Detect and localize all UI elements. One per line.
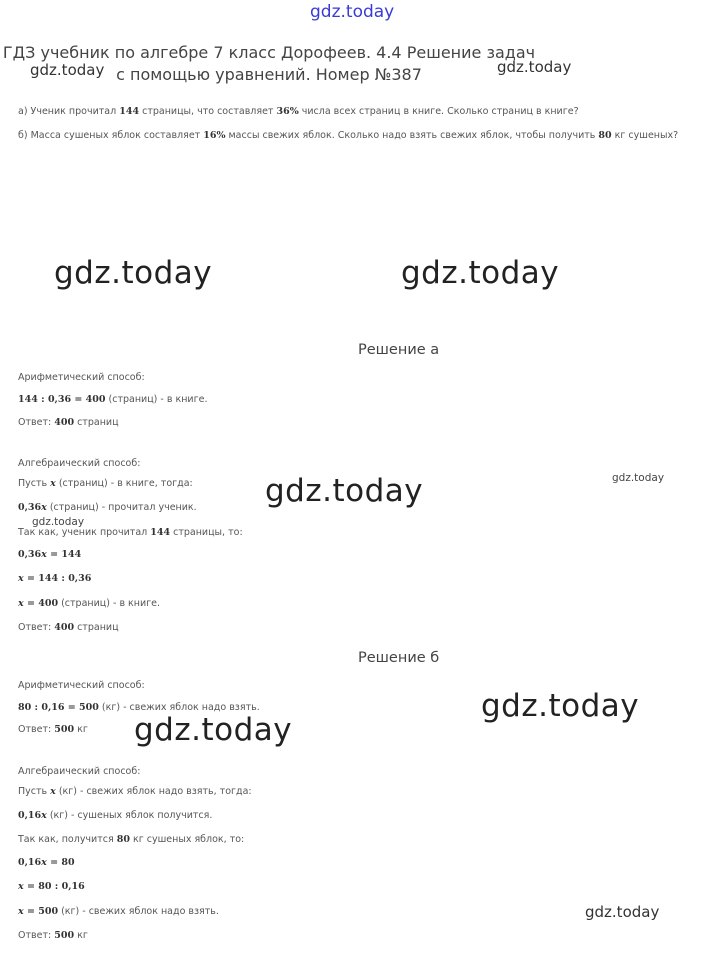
page-title: [0, 42, 538, 86]
solution-b-arith-answer: Ответ: 500 кг: [18, 724, 88, 735]
solution-b-since: Так как, получится 80 кг сушеных яблок, то:: [18, 834, 245, 845]
watermark: gdz.today: [54, 255, 213, 291]
solution-a-arith-calc: 144 : 0,36 = 400 (страниц) - в книге.: [18, 394, 208, 405]
solution-a-since: Так как, ученик прочитал 144 страницы, то:: [18, 527, 243, 538]
solution-b-alg-label: Алгебраический способ:: [18, 766, 141, 777]
solution-b-heading: Решение б: [358, 650, 440, 666]
solution-b-let: Пусть x (кг) - свежих яблок надо взять, тогда:: [18, 786, 252, 797]
page-title-line-1: ГДЗ учебник по алгебре 7 класс Дорофеев. 4.4 Решение задач: [2, 43, 536, 62]
solution-b-eq3: x = 500 (кг) - свежих яблок надо взять.: [18, 906, 219, 917]
solution-a-eq1: 0,36x = 144: [18, 549, 82, 560]
watermark: gdz.today: [265, 473, 424, 509]
watermark: gdz.today: [585, 903, 660, 921]
solution-b-arith-label: Арифметический способ:: [18, 680, 145, 691]
solution-b-expr: 0,16x (кг) - сушеных яблок получится.: [18, 810, 213, 821]
solution-a-alg-label: Алгебраический способ:: [18, 458, 141, 469]
solution-a-expr: 0,36x (страниц) - прочитал ученик.: [18, 502, 197, 513]
watermark: gdz.today: [401, 255, 560, 291]
solution-a-arith-answer: Ответ: 400 страниц: [18, 417, 119, 428]
page-title-line-2: с помощью уравнений. Номер №387: [116, 65, 422, 84]
solution-a-eq2: x = 144 : 0,36: [18, 573, 92, 584]
watermark: gdz.today: [612, 472, 665, 484]
task-b: б) Масса сушеных яблок составляет 16% массы свежих яблок. Сколько надо взять свежих яблок, чтобы получить 80 кг сушеных?: [18, 130, 679, 141]
solution-b-eq2: x = 80 : 0,16: [18, 881, 85, 892]
solution-b-eq1: 0,16x = 80: [18, 857, 75, 868]
watermark: gdz.today: [481, 688, 640, 724]
watermark: gdz.today: [32, 516, 85, 528]
solution-a-arith-label: Арифметический способ:: [18, 372, 145, 383]
solution-a-heading: Решение а: [358, 342, 440, 358]
solution-a-eq3: x = 400 (страниц) - в книге.: [18, 598, 161, 609]
watermark: gdz.today: [30, 61, 105, 79]
solution-b-arith-calc: 80 : 0,16 = 500 (кг) - свежих яблок надо взять.: [18, 702, 260, 713]
solution-b-answer: Ответ: 500 кг: [18, 930, 88, 941]
watermark: gdz.today: [497, 58, 572, 76]
site-logo[interactable]: gdz.today: [310, 2, 395, 22]
solution-a-let: Пусть x (страниц) - в книге, тогда:: [18, 478, 193, 489]
watermark: gdz.today: [134, 712, 293, 748]
task-a: а) Ученик прочитал 144 страницы, что составляет 36% числа всех страниц в книге. Сколько страниц в книге?: [18, 106, 579, 117]
solution-a-answer: Ответ: 400 страниц: [18, 622, 119, 633]
